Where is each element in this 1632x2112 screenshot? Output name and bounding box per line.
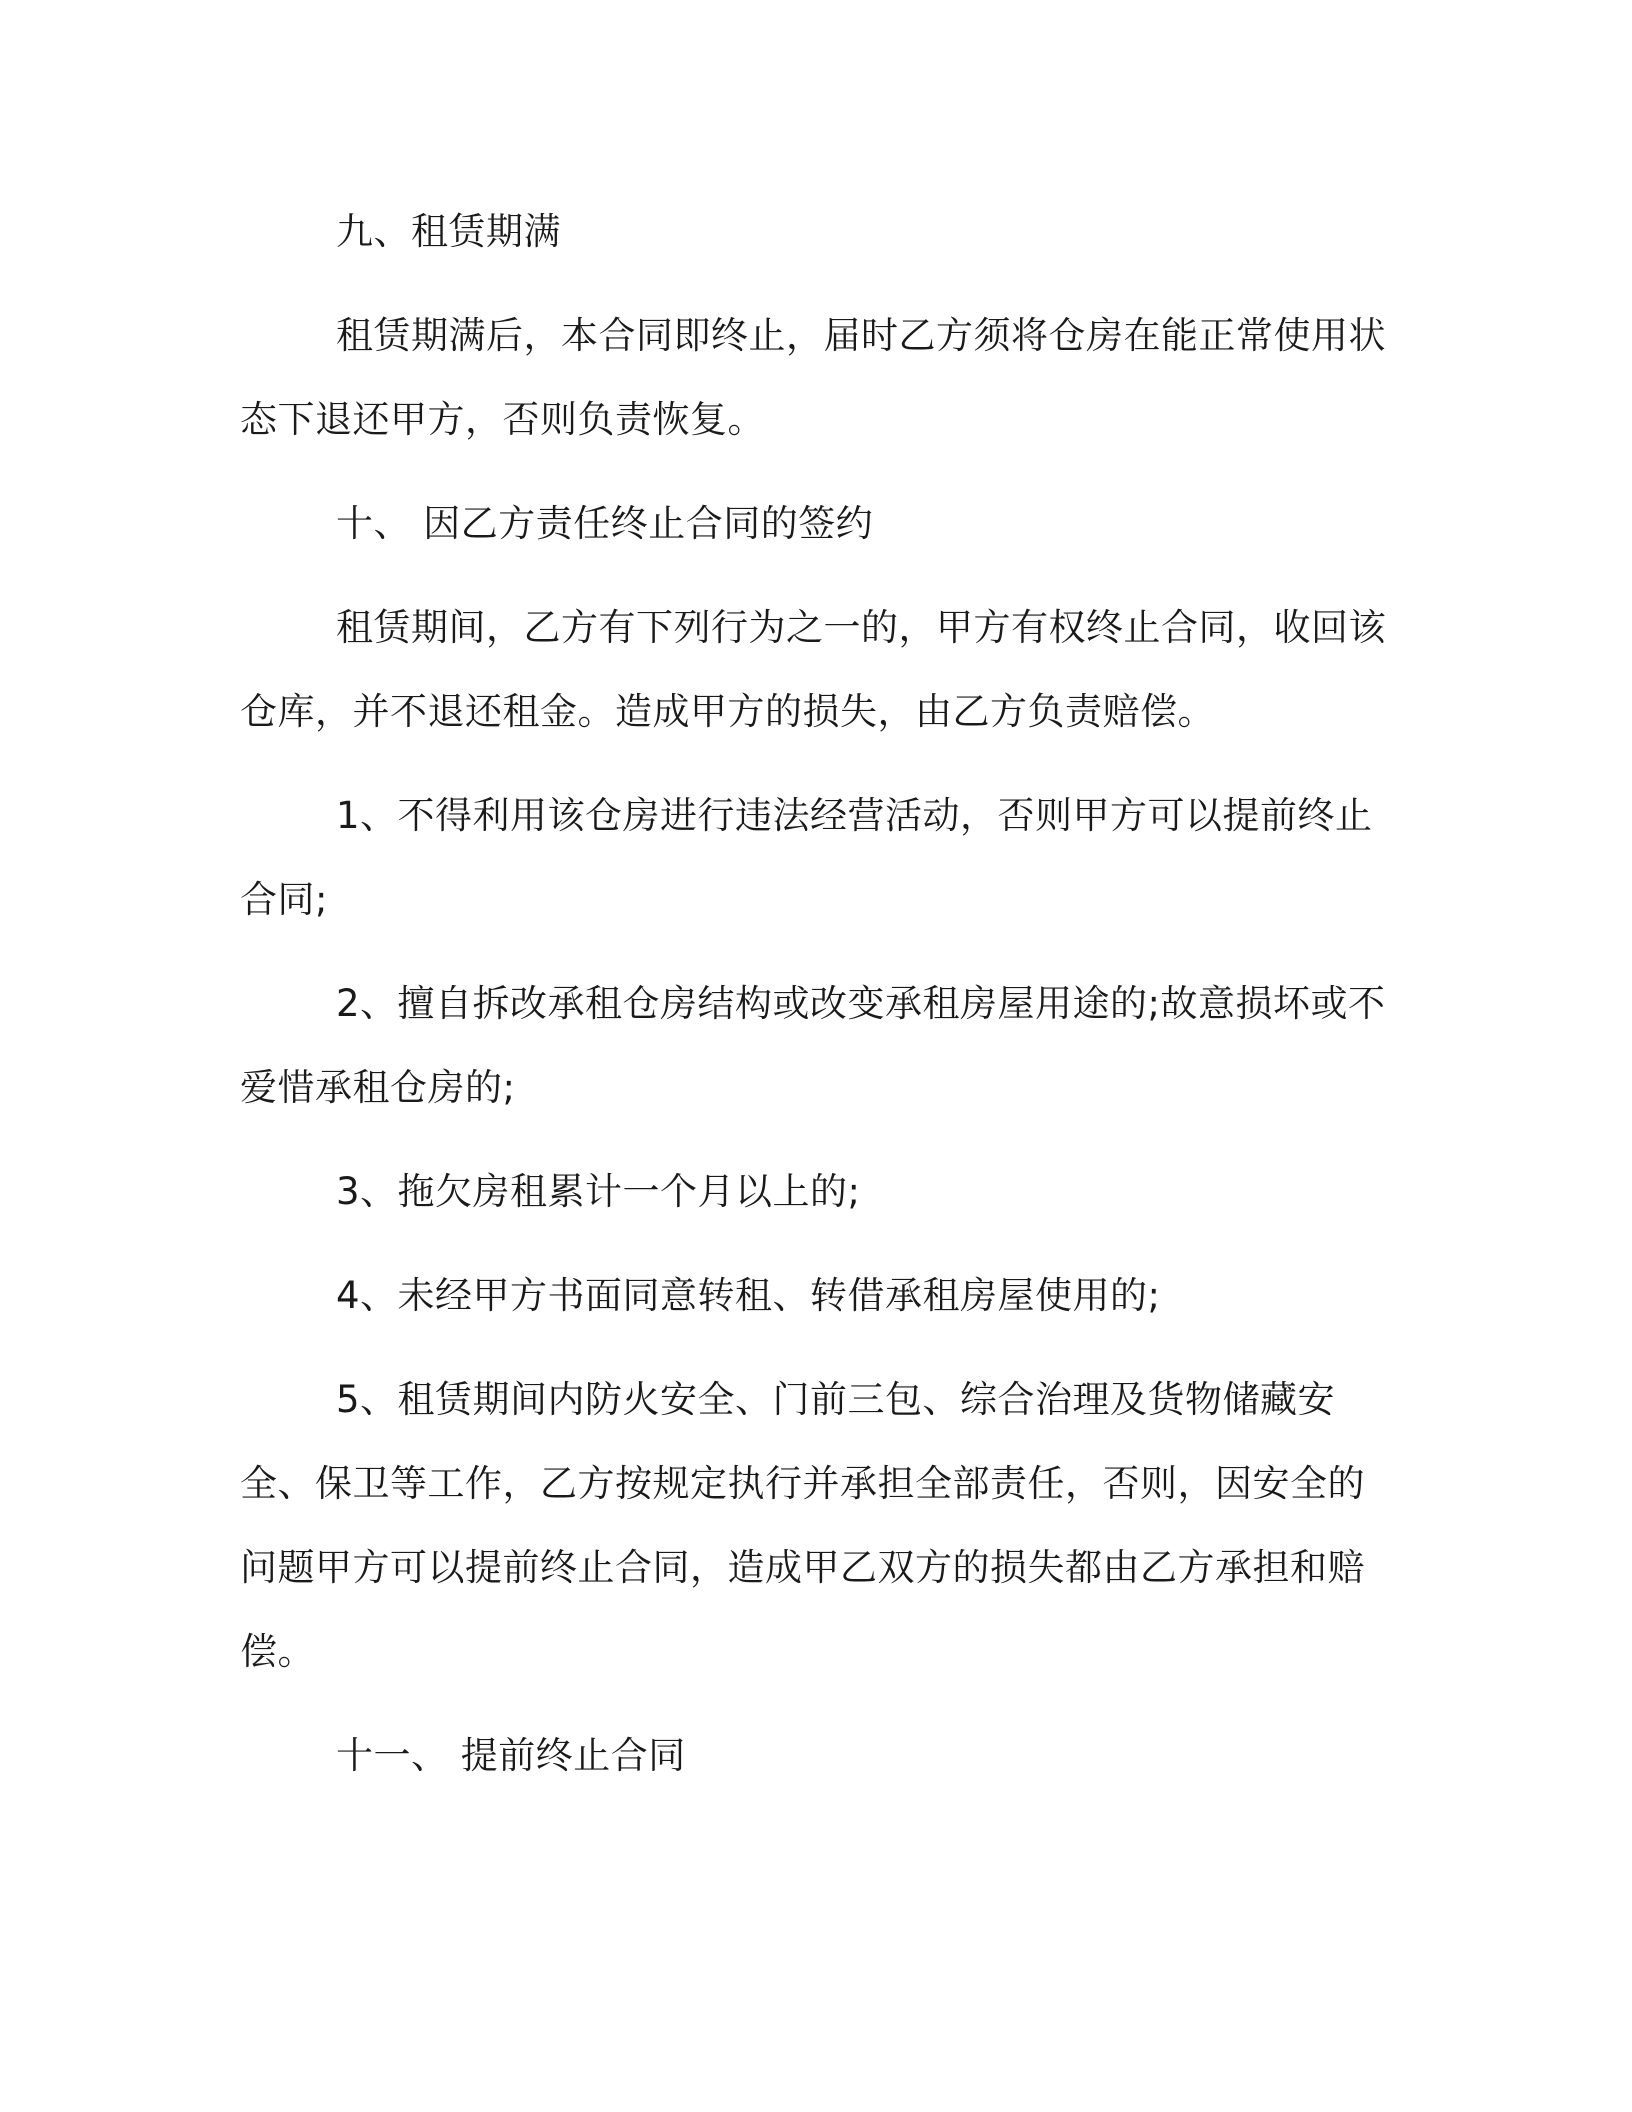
clause-item-3: 3、拖欠房租累计一个月以上的; [336, 1170, 861, 1213]
clause-item-1: 1、不得利用该仓房进行违法经营活动，否则甲方可以提前终止合同; [240, 794, 1373, 921]
section-10-intro: 租赁期间，乙方有下列行为之一的，甲方有权终止合同，收回该仓库，并不退还租金。造成甲方的损失，由乙方负责赔偿。 [240, 606, 1386, 733]
section-10-heading: 十、 因乙方责任终止合同的签约 [336, 502, 874, 545]
document-body [240, 190, 1390, 1818]
section-9-body: 租赁期满后，本合同即终止，届时乙方须将仓房在能正常使用状态下退还甲方，否则负责恢复。 [240, 314, 1386, 441]
clause-item-2: 2、擅自拆改承租仓房结构或改变承租房屋用途的;故意损坏或不爱惜承租仓房的; [240, 982, 1386, 1109]
clause-item-4: 4、未经甲方书面同意转租、转借承租房屋使用的; [336, 1274, 1161, 1317]
section-9-heading: 九、租赁期满 [336, 210, 561, 253]
section-11-heading: 十一、 提前终止合同 [336, 1734, 686, 1777]
clause-item-5: 5、租赁期间内防火安全、门前三包、综合治理及货物储藏安全、保卫等工作，乙方按规定执行并承担全部责任，否则，因安全的问题甲方可以提前终止合同，造成甲乙双方的损失都由乙方承担和赔偿。 [240, 1378, 1365, 1673]
